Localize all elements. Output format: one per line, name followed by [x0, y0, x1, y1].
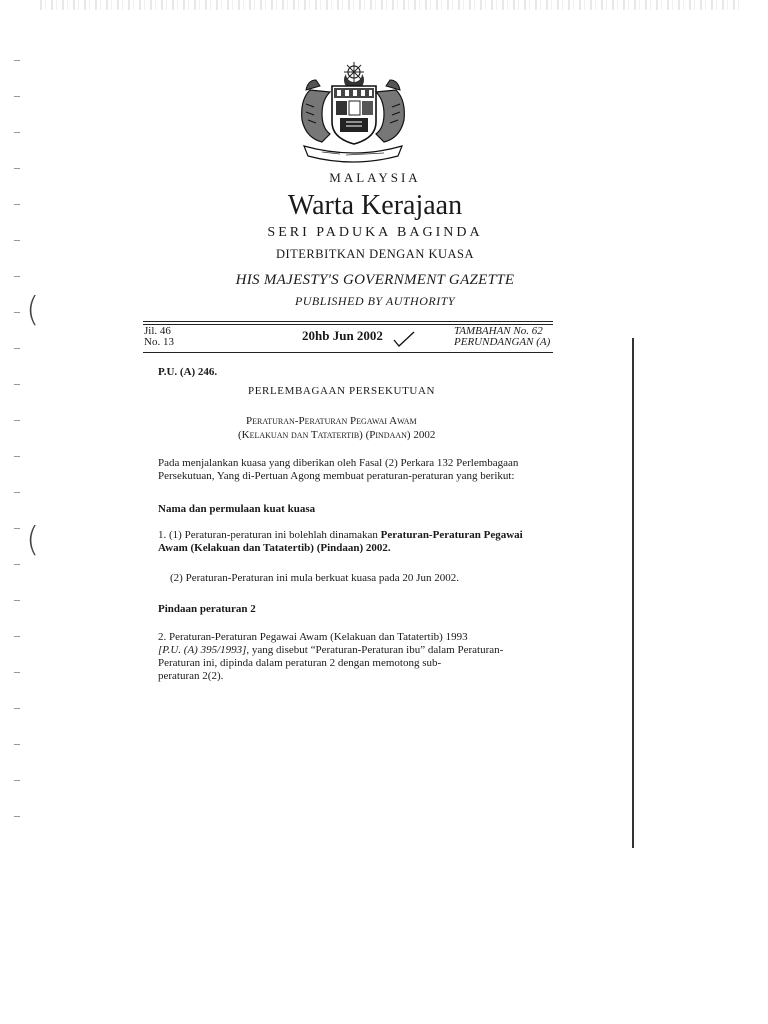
country-name: MALAYSIA	[329, 170, 421, 185]
regulation-title-line-1: Peraturan-Peraturan Pegawai Awam	[246, 415, 417, 427]
coat-of-arms-emblem	[288, 60, 418, 164]
scan-edge-line	[632, 338, 634, 848]
issue-date: 20hb Jun 2002	[302, 328, 383, 343]
paragraph-line: peraturan 2(2).	[158, 670, 224, 682]
paragraph-line: 2. Peraturan-Peraturan Pegawai Awam (Kelakuan dan Tatatertib) 1993	[158, 631, 468, 643]
clause-text: , yang disebut “Peraturan-Peraturan ibu” dalam Peraturan-	[246, 644, 504, 656]
supplement-number: TAMBAHAN No. 62	[454, 325, 543, 337]
preamble-line: Pada menjalankan kuasa yang diberikan oleh Fasal (2) Perkara 132 Perlembagaan	[158, 457, 519, 469]
checkmark-icon	[392, 330, 416, 348]
binding-hole-mark: (	[26, 520, 40, 560]
paragraph-line	[158, 644, 503, 657]
volume-label: Jil. 46	[144, 325, 171, 337]
gazette-title-english: HIS MAJESTY'S GOVERNMENT GAZETTE	[235, 272, 515, 288]
pu-citation: [P.U. (A) 395/1993]	[158, 644, 247, 656]
binding-marks	[14, 60, 26, 840]
published-by-authority-english: PUBLISHED BY AUTHORITY	[294, 294, 456, 308]
volume-number	[144, 326, 174, 348]
issue-rule	[143, 352, 553, 353]
binding-hole-mark: (	[26, 290, 40, 330]
paragraph-line	[158, 529, 523, 542]
regulation-title-line-2: (Kelakuan dan Tatatertib) (Pindaan) 2002	[238, 429, 436, 441]
scan-speckle	[40, 0, 740, 10]
legislation-type: PERUNDANGAN (A)	[454, 336, 551, 348]
act-heading: PERLEMBAGAAN PERSEKUTUAN	[248, 385, 436, 397]
section-heading: Pindaan peraturan 2	[158, 603, 256, 615]
clause-text: 1. (1) Peraturan-peraturan ini bolehlah dinamakan	[158, 529, 378, 541]
paragraph-line: (2) Peraturan-Peraturan ini mula berkuat kuasa pada 20 Jun 2002.	[170, 572, 459, 584]
preamble-line: Persekutuan, Yang di-Pertuan Agong membuat peraturan-peraturan yang berikut:	[158, 470, 515, 482]
header-rule	[143, 321, 553, 322]
citation-name: Peraturan-Peraturan Pegawai	[377, 529, 523, 541]
published-by-authority-malay: DITERBITKAN DENGAN KUASA	[275, 247, 475, 261]
citation-name: Awam (Kelakuan dan Tatatertib) (Pindaan) 2002.	[158, 542, 391, 554]
issue-number: No. 13	[144, 336, 174, 348]
paragraph-line: Peraturan ini, dipinda dalam peraturan 2 dengan memotong sub-	[158, 657, 442, 669]
supplement-info	[454, 326, 550, 348]
pu-reference: P.U. (A) 246.	[158, 366, 218, 378]
gazette-title: Warta Kerajaan	[287, 190, 463, 221]
section-heading: Nama dan permulaan kuat kuasa	[158, 503, 316, 515]
gazette-subtitle: SERI PADUKA BAGINDA	[267, 225, 483, 240]
